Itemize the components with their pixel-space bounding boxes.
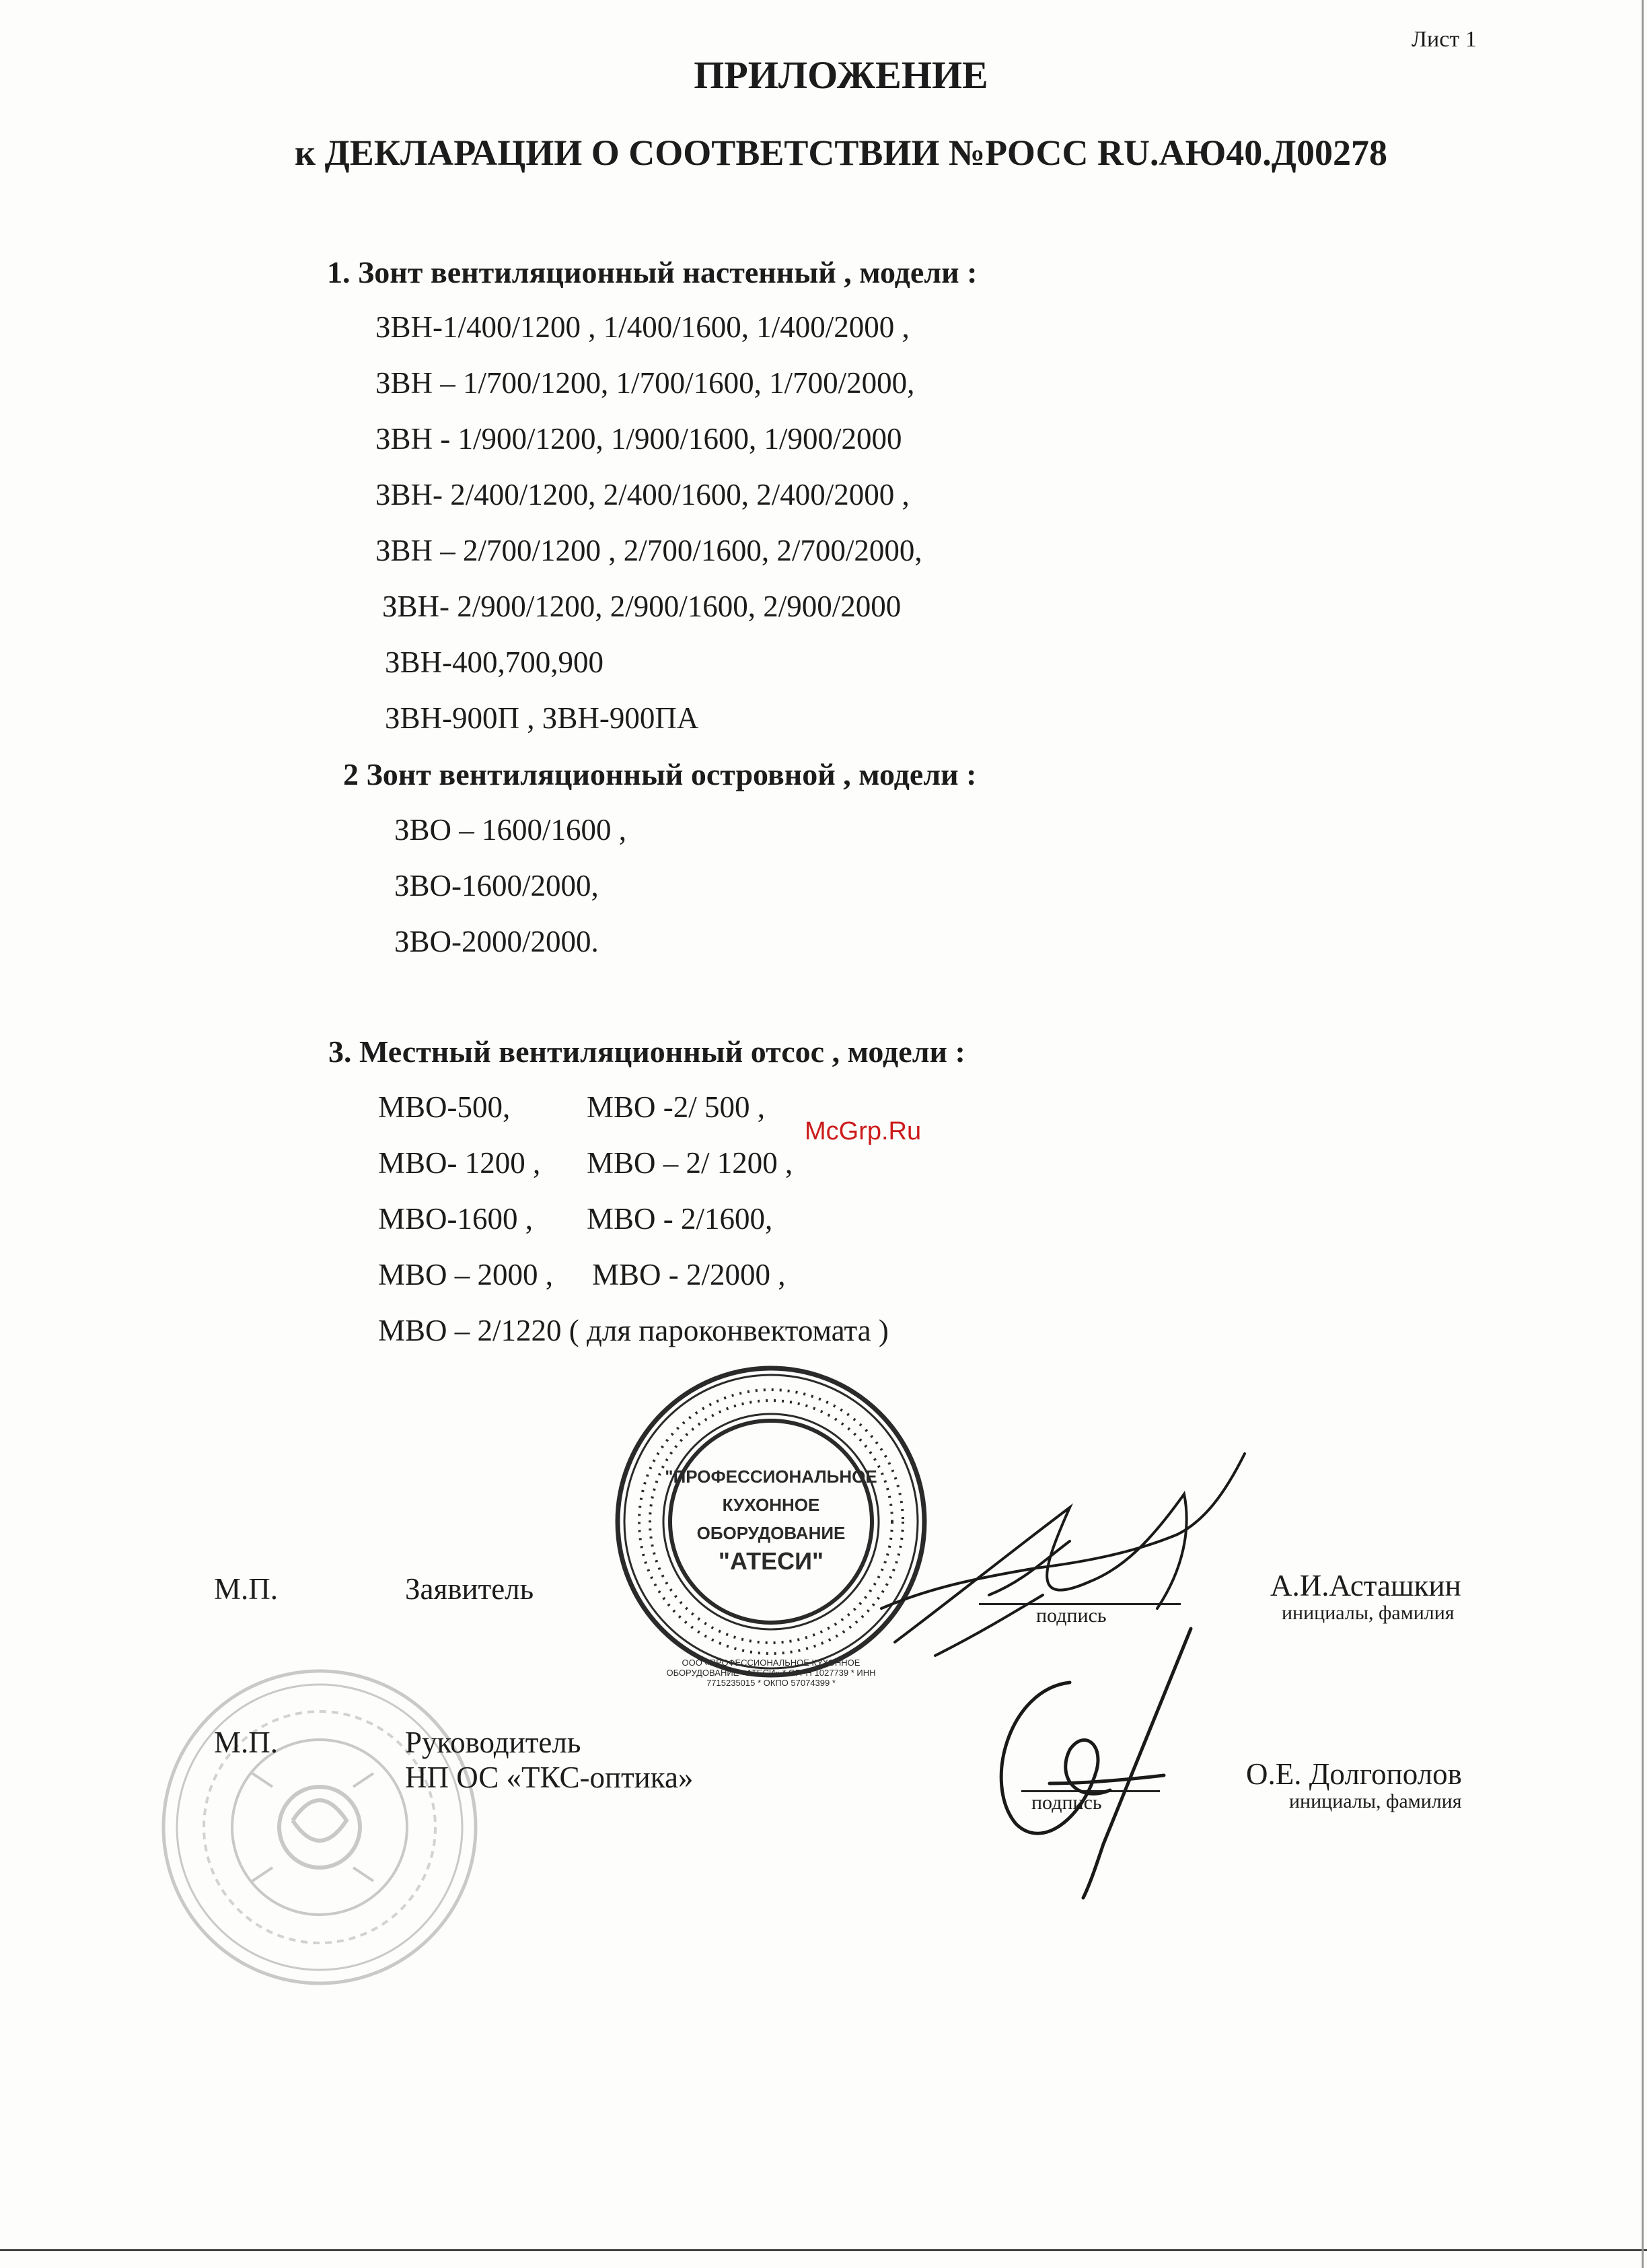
section-1-line: ЗВН-400,700,900	[385, 645, 604, 679]
faded-stamp-icon	[151, 1652, 501, 2002]
stamp-ring-text: ООО «ПРОФЕССИОНАЛЬНОЕ КУХОННОЕ ОБОРУДОВАНИЕ «АТЕСИ» * ОГРН 1027739 * ИНН 7715235015 * ОКПО 57074399 *	[666, 1658, 876, 1688]
section-3-right: МВО - 2/2000 ,	[592, 1258, 786, 1291]
section-3-left: МВО- 1200 ,	[378, 1146, 541, 1180]
applicant-mp: М.П.	[214, 1572, 279, 1606]
section-3-last-line: МВО – 2/1220 ( для пароконвектомата )	[378, 1314, 889, 1347]
stamp-center-line: "ПРОФЕССИОНАЛЬНОЕ	[665, 1466, 877, 1487]
head-mp: М.П.	[214, 1726, 279, 1759]
section-1-line: ЗВН-1/400/1200 , 1/400/1600, 1/400/2000 ,	[375, 310, 910, 344]
section-1-line: ЗВН – 2/700/1200 , 2/700/1600, 2/700/2000,	[375, 534, 922, 567]
document-subtitle: к ДЕКЛАРАЦИИ О СООТВЕТСТВИИ №РОСС RU.АЮ40.Д00278	[295, 133, 1387, 173]
stamp-center-line: ОБОРУДОВАНИЕ	[696, 1523, 846, 1543]
section-3-heading: 3. Местный вентиляционный отсос , модели :	[328, 1034, 965, 1069]
applicant-name: А.И.Асташкин	[1270, 1569, 1461, 1602]
stamp-center-line: "АТЕСИ"	[718, 1547, 824, 1575]
watermark: McGrp.Ru	[805, 1117, 922, 1145]
head-name: О.Е. Долгополов	[1246, 1757, 1462, 1791]
head-signature-caption: подпись	[1031, 1792, 1102, 1814]
section-1-line: ЗВН – 1/700/1200, 1/700/1600, 1/700/2000,	[375, 366, 915, 400]
head-role-line-2: НП ОС «ТКС-оптика»	[405, 1761, 694, 1794]
sheet-number: Лист 1	[1412, 27, 1477, 52]
document-title: ПРИЛОЖЕНИЕ	[694, 53, 988, 97]
section-1-line: ЗВН-900П , ЗВН-900ПА	[385, 701, 699, 735]
head-signature-icon	[969, 1622, 1211, 1905]
head-name-caption: инициалы, фамилия	[1289, 1790, 1462, 1812]
head-role-line-1: Руководитель	[405, 1726, 581, 1759]
applicant-signature-caption: подпись	[1036, 1604, 1107, 1627]
scan-edge-bottom	[0, 2249, 1647, 2251]
section-2-line: ЗВО-2000/2000.	[394, 925, 599, 958]
section-2-line: ЗВО – 1600/1600 ,	[394, 813, 627, 847]
section-1-line: ЗВН - 1/900/1200, 1/900/1600, 1/900/2000	[375, 422, 902, 456]
stamp-center-line: КУХОННОЕ	[722, 1495, 820, 1515]
section-3-left: МВО-1600 ,	[378, 1202, 534, 1236]
section-3-left: МВО – 2000 ,	[378, 1258, 554, 1291]
scan-edge-right	[1642, 0, 1644, 2268]
section-2-line: ЗВО-1600/2000,	[394, 869, 599, 902]
applicant-role: Заявитель	[405, 1572, 534, 1606]
section-2-heading: 2 Зонт вентиляционный островной , модели :	[343, 757, 977, 791]
section-3-right: МВО -2/ 500 ,	[587, 1090, 766, 1124]
section-1-line: ЗВН- 2/900/1200, 2/900/1600, 2/900/2000	[382, 590, 902, 623]
applicant-name-caption: инициалы, фамилия	[1282, 1602, 1455, 1624]
section-1-heading: 1. Зонт вентиляционный настенный , модели :	[327, 255, 978, 289]
section-1-line: ЗВН- 2/400/1200, 2/400/1600, 2/400/2000 ,	[375, 478, 910, 511]
section-3-right: МВО – 2/ 1200 ,	[587, 1146, 793, 1180]
section-3-left: МВО-500,	[378, 1090, 511, 1124]
section-3-right: МВО - 2/1600,	[587, 1202, 773, 1236]
